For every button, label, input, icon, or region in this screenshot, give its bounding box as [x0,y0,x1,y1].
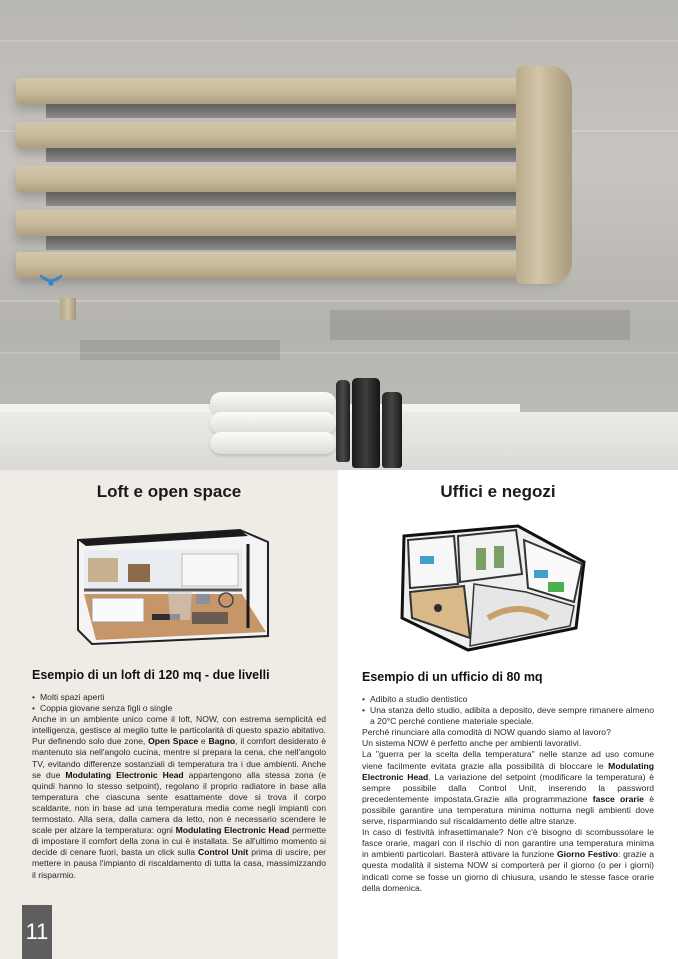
emphasis-text: fasce orarie [592,793,644,804]
paragraph: Perché rinunciare alla comodità di NOW quando siamo al lavoro? [362,727,611,738]
wireless-signal-icon [36,262,66,288]
emphasis-text: Modulating Electronic Head [175,825,290,836]
right-body-text [362,694,654,894]
emphasis-text: Modulating Electronic Head [362,760,654,782]
bottle [382,392,402,468]
feature-list [32,692,326,714]
left-column [0,470,338,959]
emphasis-text: Control Unit [198,847,249,858]
list-item: • Adibito a studio dentistico [362,694,654,705]
right-column [338,470,678,959]
bottle [352,378,380,468]
loft-illustration [72,524,272,650]
list-item: • Molti spazi aperti [32,692,326,703]
emphasis-text: Open Space [148,736,199,747]
paragraph: Un sistema NOW è perfetto anche per ambienti lavorativi. [362,738,582,749]
list-item: • Coppia giovane senza figli o single [32,703,326,714]
emphasis-text: Modulating Electronic Head [65,769,184,780]
example-subheading: Esempio di un ufficio di 80 mq [362,670,543,684]
left-body-text [32,692,326,881]
list-item: • Una stanza dello studio, adibita a deposito, deve sempre rimanere almeno a 20°C perché contiene materiale speciale. [362,705,654,727]
example-subheading: Esempio di un loft di 120 mq - due livelli [32,668,270,682]
description-paragraphs [362,727,654,893]
bottle [336,380,350,462]
feature-list [362,694,654,727]
radiator-illustration [16,66,572,286]
section-heading: Uffici e negozi [440,482,556,501]
emphasis-text: Bagno [208,736,236,747]
description-paragraph: Anche in un ambiente unico come il loft, NOW, con estrema semplicità ed intelligenza, gestisce al meglio tutte le particolarità di questo spazio abitativo. Pur definendo solo due zone, Open Space e Bagno, il comfort desiderato è mantenuto sia nell'angolo cucina, mentre si prepara la cena, che nell'angolo TV, evitando differenze sostanziali di temperatura tra i due ambienti. Anche se due Modulating Electronic Head appartengono alla stessa zona (e quindi hanno lo stesso setpoint), regolano il proprio radiatore in base alla temperatura che ciascuna sente esattamente dove si trova il corpo scaldante, non in base ad una temperatura media come negli impianti con termostato. Alla sera, dalla camera da letto, non è necessario scendere le scale per alzare la temperatura: ogni Modulating Electronic Head permette di impostare il comfort della zona in cui è installata. Se all'ultimo momento si decide di cenare fuori, basta un click sulla Control Unit prima di uscire, per mettere in pausa l'impianto di riscaldamento di tutta la casa, massimizzando il risparmio. [32,714,326,880]
emphasis-text: Giorno Festivo [556,849,618,860]
towel-stack [210,388,340,464]
paragraph: In caso di festività infrasettimanale? Non c'è bisogno di scombussolare le fasce orarie, magari con il rischio di non garantire una temperatura minima in ambienti particolari. Basterà attivare la funzione Giorno Festivo: grazie a questa modalità il sistema NOW si comporterà per il giorno (o per i giorni) indicati come se fosse un giorno di chiusura, usando le stesse fasce orarie della domenica. [362,827,654,893]
hero-photo [0,0,678,470]
page-number: 11 [22,905,52,959]
office-floorplan-illustration [398,522,588,654]
paragraph: La "guerra per la scelta della temperatura" nelle stanze ad uso comune viene facilmente evitata grazie alla possibilità di bloccare le Modulating Electronic Head. La variazione del setpoint (modificare la temperatura) è sempre possibile dalla Control Unit, inserendo la password precedentemente impostata.Grazie alla programmazione fasce orarie è possibile garantire una temperatura minima notturna negli ambienti dove serve, risparmiando sul riscaldamento delle altre stanze. [362,749,654,827]
section-heading: Loft e open space [96,482,242,501]
